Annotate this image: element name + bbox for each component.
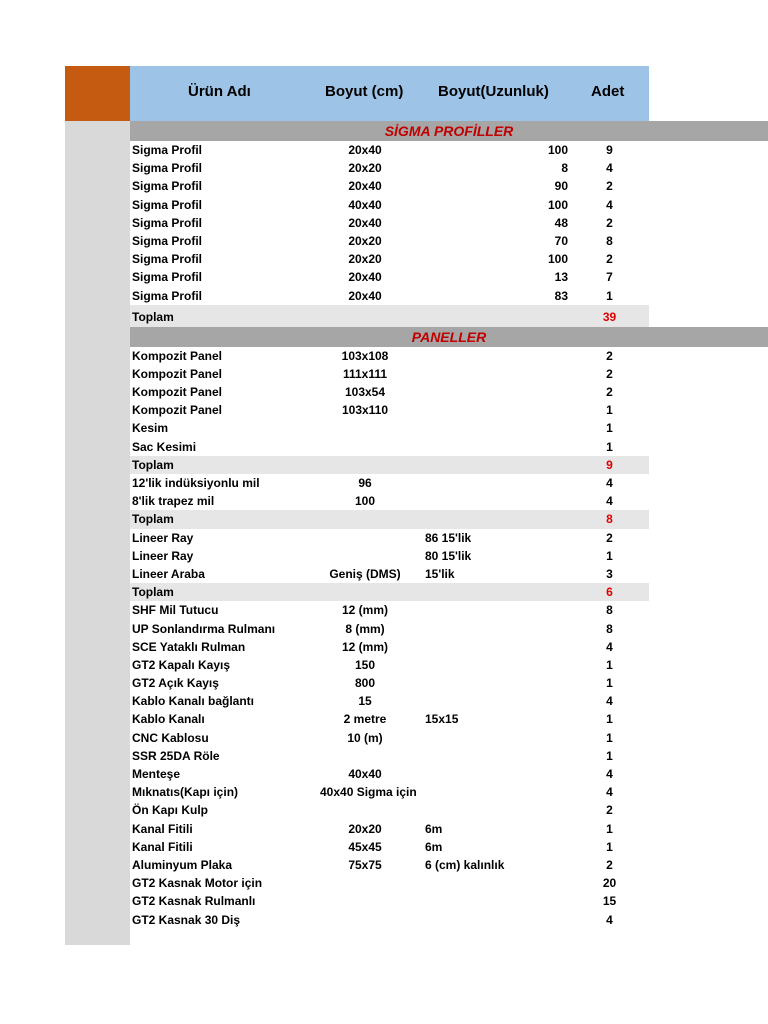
- item-qty: 1: [606, 730, 613, 745]
- item-name: Sigma Profil: [132, 233, 203, 248]
- table-row: [130, 547, 768, 565]
- item-qty: 8: [606, 621, 613, 636]
- total-row: [130, 456, 649, 474]
- item-size: Geniş (DMS): [329, 566, 401, 581]
- table-row: [130, 620, 768, 638]
- side-column: [65, 121, 130, 945]
- item-name: Kanal Fitili: [132, 821, 193, 836]
- table-row: [130, 783, 768, 801]
- table-row: [130, 365, 768, 383]
- item-qty: 4: [606, 494, 613, 509]
- item-qty: 2: [606, 530, 613, 545]
- item-length: 86 15'lik: [425, 530, 472, 545]
- item-qty: 1: [606, 657, 613, 672]
- item-length: 8: [561, 161, 568, 176]
- item-name: Sac Kesimi: [132, 439, 197, 454]
- item-qty: 4: [606, 639, 613, 654]
- item-name: Kompozit Panel: [132, 385, 223, 400]
- item-name: Mıknatıs(Kapı için): [132, 785, 239, 800]
- item-name: Sigma Profil: [132, 288, 203, 303]
- item-size: 12 (mm): [341, 639, 388, 654]
- table-row: [130, 419, 768, 437]
- item-name: Sigma Profil: [132, 179, 203, 194]
- table-row: [130, 911, 768, 929]
- item-qty: 4: [606, 161, 613, 176]
- header-length: Boyut(Uzunluk): [438, 83, 549, 100]
- table-row: [130, 601, 768, 619]
- item-size: 2 metre: [343, 712, 387, 727]
- item-name: Menteşe: [132, 767, 181, 781]
- item-size: 45x45: [348, 839, 382, 854]
- item-name: Kablo Kanalı: [132, 712, 205, 727]
- total-qty: 8: [606, 512, 613, 527]
- item-qty: 1: [606, 839, 613, 854]
- item-qty: 1: [606, 439, 613, 454]
- total-row: [130, 305, 649, 327]
- section-header: [130, 327, 768, 347]
- table-row: [130, 438, 768, 456]
- total-label: Toplam: [132, 585, 174, 600]
- table-row: [130, 674, 768, 692]
- item-size: 20x20: [348, 161, 382, 176]
- item-length: 90: [554, 179, 568, 194]
- item-length: 48: [554, 215, 568, 230]
- table-row: [130, 214, 768, 232]
- item-size: 10 (m): [347, 730, 383, 745]
- item-qty: 4: [606, 476, 613, 490]
- item-qty: 2: [606, 179, 613, 194]
- table-row: [130, 474, 768, 492]
- table-row: [130, 638, 768, 656]
- table-row: [130, 141, 768, 159]
- item-name: Lineer Ray: [132, 548, 194, 563]
- total-qty: 39: [602, 309, 617, 324]
- item-name: GT2 Kasnak 30 Diş: [132, 912, 241, 927]
- item-name: Sigma Profil: [132, 252, 203, 267]
- item-size: 8 (mm): [345, 621, 385, 636]
- table-row: [130, 177, 768, 195]
- item-qty: 9: [606, 143, 613, 157]
- item-name: GT2 Kasnak Rulmanlı: [132, 894, 256, 909]
- table-row: [130, 874, 768, 892]
- item-qty: 1: [606, 821, 613, 836]
- item-size: 111x111: [342, 366, 388, 381]
- item-qty: 2: [606, 348, 613, 363]
- item-size: 150: [354, 657, 376, 672]
- table-row: [130, 729, 768, 747]
- item-length: 15'lik: [425, 566, 455, 581]
- table-row: [130, 892, 768, 910]
- table-row: [130, 232, 768, 250]
- header-qty: Adet: [591, 83, 625, 100]
- item-size: 20x40: [348, 179, 382, 194]
- item-size: 40x40 Sigma için: [320, 785, 417, 800]
- item-length: 100: [547, 143, 568, 157]
- item-qty: 1: [606, 748, 613, 763]
- item-length: 13: [554, 270, 568, 285]
- table-row: [130, 747, 768, 765]
- table-body: [130, 121, 768, 929]
- item-name: GT2 Kapalı Kayış: [132, 657, 231, 672]
- item-name: UP Sonlandırma Rulmanı: [132, 621, 276, 636]
- item-size: 20x40: [348, 215, 382, 230]
- table-row: [130, 250, 768, 268]
- item-name: 8'lik trapez mil: [132, 494, 215, 509]
- table-row: [130, 529, 768, 547]
- section-title: SİGMA PROFİLLER: [384, 123, 514, 139]
- item-qty: 4: [606, 197, 613, 212]
- item-size: 20x40: [348, 143, 382, 157]
- table-row: [130, 196, 768, 214]
- item-name: Sigma Profil: [132, 197, 203, 212]
- item-length: 100: [547, 252, 568, 267]
- item-name: Sigma Profil: [132, 161, 203, 176]
- item-name: Lineer Araba: [132, 566, 205, 581]
- item-name: Lineer Ray: [132, 530, 194, 545]
- total-row: [130, 510, 649, 528]
- table-row: [130, 401, 768, 419]
- item-qty: 20: [602, 876, 617, 891]
- table-row: [130, 801, 768, 819]
- item-name: Kompozit Panel: [132, 348, 223, 363]
- total-label: Toplam: [132, 309, 174, 324]
- item-length: 6m: [425, 839, 443, 854]
- item-size: 103x54: [344, 385, 386, 400]
- item-name: Kablo Kanalı bağlantı: [132, 694, 255, 709]
- item-qty: 4: [606, 912, 613, 927]
- table-row: [130, 287, 768, 305]
- header-name: Ürün Adı: [188, 83, 251, 100]
- item-length: 6 (cm) kalınlık: [425, 857, 505, 872]
- item-name: Kompozit Panel: [132, 403, 223, 418]
- item-name: Sigma Profil: [132, 215, 203, 230]
- item-size: 103x108: [341, 348, 389, 363]
- item-qty: 2: [606, 803, 613, 818]
- item-name: Kanal Fitili: [132, 839, 193, 854]
- item-length: 83: [554, 288, 568, 303]
- item-name: SHF Mil Tutucu: [132, 603, 219, 618]
- item-length: 70: [554, 233, 568, 248]
- item-name: Sigma Profil: [132, 143, 203, 157]
- total-label: Toplam: [132, 457, 174, 472]
- table-row: [130, 565, 768, 583]
- total-row: [130, 583, 649, 601]
- item-name: Sigma Profil: [132, 270, 203, 285]
- accent-block: [65, 66, 130, 121]
- item-size: 100: [354, 494, 376, 509]
- table-row: [130, 710, 768, 728]
- item-qty: 7: [606, 270, 613, 285]
- item-qty: 2: [606, 215, 613, 230]
- item-qty: 2: [606, 366, 613, 381]
- item-qty: 8: [606, 603, 613, 618]
- table-row: [130, 692, 768, 710]
- total-label: Toplam: [132, 512, 174, 527]
- table-row: [130, 492, 768, 510]
- item-qty: 4: [606, 694, 613, 709]
- item-name: Ön Kapı Kulp: [132, 803, 208, 818]
- table-row: [130, 656, 768, 674]
- item-size: 103x110: [341, 403, 389, 418]
- total-qty: 9: [606, 457, 613, 472]
- item-size: 75x75: [348, 857, 382, 872]
- item-qty: 1: [606, 403, 613, 418]
- item-length: 15x15: [425, 712, 459, 727]
- table-row: [130, 268, 768, 286]
- item-size: 20x40: [348, 288, 382, 303]
- item-name: Kesim: [132, 421, 169, 436]
- item-qty: 2: [606, 252, 613, 267]
- item-name: GT2 Açık Kayış: [132, 676, 219, 691]
- item-name: GT2 Kasnak Motor için: [132, 876, 263, 891]
- item-qty: 8: [606, 233, 613, 248]
- section-header: [130, 121, 768, 141]
- item-qty: 1: [606, 712, 613, 727]
- item-size: 15: [358, 694, 372, 709]
- item-length: 6m: [425, 821, 443, 836]
- item-name: CNC Kablosu: [132, 730, 209, 745]
- item-size: 12 (mm): [341, 603, 388, 618]
- section-title: PANELLER: [411, 328, 487, 345]
- table-row: [130, 765, 768, 783]
- total-qty: 6: [606, 585, 613, 600]
- item-qty: 2: [606, 857, 613, 872]
- table-row: [130, 159, 768, 177]
- item-qty: 4: [606, 767, 613, 781]
- item-size: 40x40: [348, 767, 382, 781]
- item-length: 80 15'lik: [425, 548, 472, 563]
- item-size: 20x20: [348, 821, 382, 836]
- item-name: Kompozit Panel: [132, 366, 223, 381]
- item-size: 96: [358, 476, 372, 490]
- item-qty: 4: [606, 785, 613, 800]
- item-qty: 1: [606, 421, 613, 436]
- table-header: [130, 66, 649, 121]
- item-name: SSR 25DA Röle: [132, 748, 220, 763]
- item-size: 20x40: [348, 270, 382, 285]
- table-row: [130, 383, 768, 401]
- item-size: 40x40: [348, 197, 382, 212]
- item-qty: 1: [606, 288, 613, 303]
- item-name: 12'lik indüksiyonlu mil: [132, 476, 260, 490]
- item-name: Aluminyum Plaka: [132, 857, 233, 872]
- item-qty: 3: [606, 566, 613, 581]
- header-size: Boyut (cm): [325, 83, 404, 100]
- item-qty: 15: [602, 894, 617, 909]
- item-qty: 1: [606, 548, 613, 563]
- table-row: [130, 347, 768, 365]
- item-size: 20x20: [348, 233, 382, 248]
- table-row: [130, 820, 768, 838]
- item-length: 100: [547, 197, 568, 212]
- item-qty: 1: [606, 676, 613, 691]
- item-size: 800: [354, 676, 376, 691]
- table-row: [130, 856, 768, 874]
- item-name: SCE Yataklı Rulman: [132, 639, 246, 654]
- table-row: [130, 838, 768, 856]
- item-qty: 2: [606, 385, 613, 400]
- item-size: 20x20: [348, 252, 382, 267]
